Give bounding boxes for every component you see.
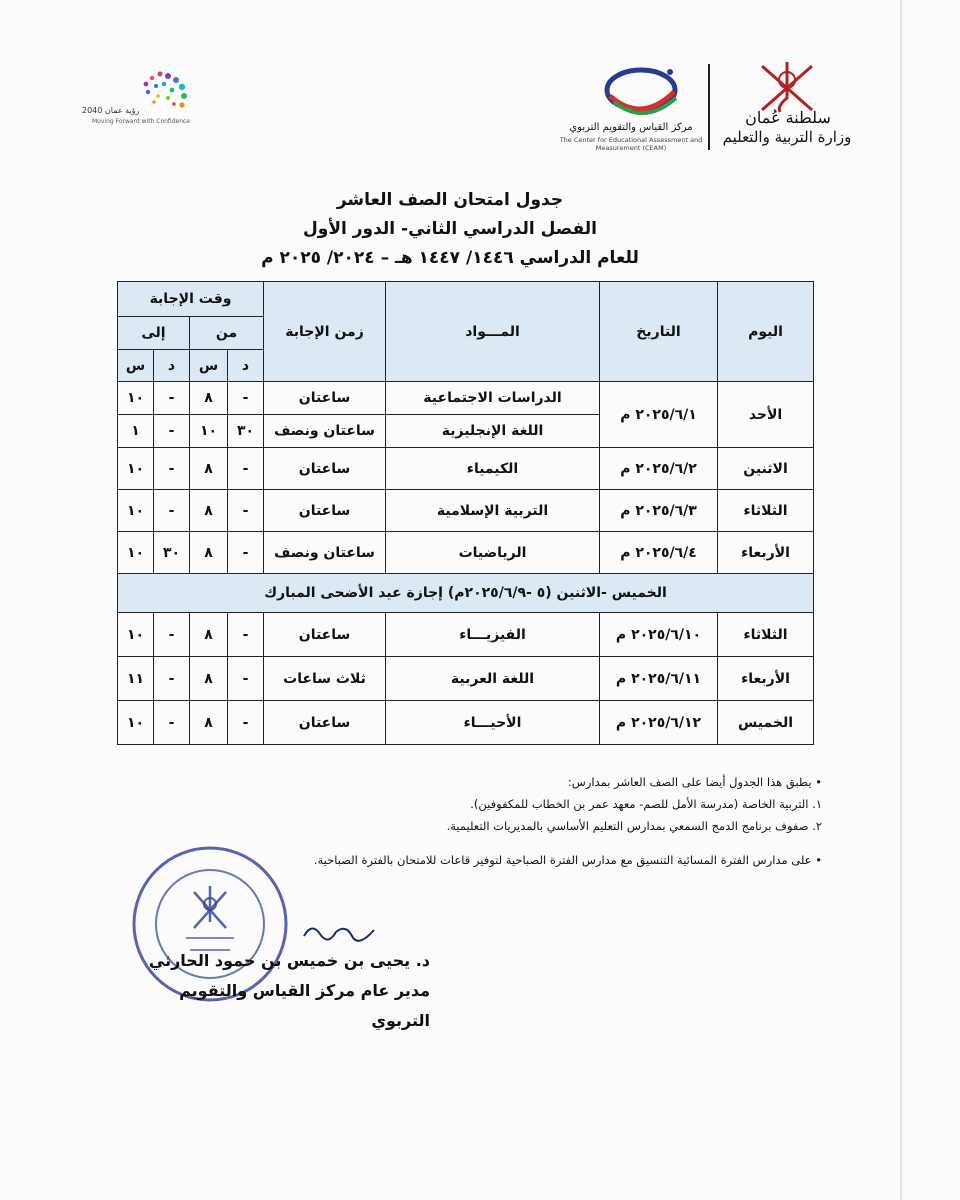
notes-section	[300, 771, 822, 871]
cell-from-min: -	[228, 613, 264, 657]
scan-edge	[900, 0, 902, 1200]
header-from: من	[190, 317, 264, 350]
cell-day: الأحد	[718, 382, 814, 448]
cell-to-hour: ١٠	[118, 382, 154, 415]
vision-logo-text: رؤية عمان 2040	[82, 106, 140, 115]
cell-duration: ساعتان ونصف	[264, 532, 386, 574]
title-line-3: للعام الدراسي ١٤٤٦/ ١٤٤٧ هـ – ٢٠٢٤/ ٢٠٢٥ م	[261, 248, 639, 268]
cell-day: الاثنين	[718, 448, 814, 490]
cell-from-min: ٣٠	[228, 415, 264, 448]
ministry-name-text: وزارة التربية والتعليم	[722, 128, 852, 146]
cell-to-min: -	[154, 490, 190, 532]
cell-from-hour: ٨	[190, 701, 228, 745]
cell-to-min: -	[154, 448, 190, 490]
header-to: إلى	[118, 317, 190, 350]
cell-subject: اللغة الإنجليزية	[386, 415, 600, 448]
table-row	[118, 490, 814, 532]
cell-from-min: -	[228, 382, 264, 415]
cell-date: ٢٠٢٥/٦/٢ م	[600, 448, 718, 490]
cell-to-hour: ١٠	[118, 701, 154, 745]
header-day: اليوم	[718, 282, 814, 382]
cell-from-min: -	[228, 448, 264, 490]
header-to-min: د	[154, 350, 190, 382]
cell-date: ٢٠٢٥/٦/١١ م	[600, 657, 718, 701]
cell-from-min: -	[228, 701, 264, 745]
cell-from-hour: ٨	[190, 613, 228, 657]
cell-from-hour: ٨	[190, 490, 228, 532]
cell-to-hour: ١٠	[118, 613, 154, 657]
cell-to-min: -	[154, 613, 190, 657]
cell-from-min: -	[228, 490, 264, 532]
header-subjects: المـــواد	[386, 282, 600, 382]
cell-date: ٢٠٢٥/٦/٣ م	[600, 490, 718, 532]
table-row	[118, 613, 814, 657]
cell-day: الأربعاء	[718, 657, 814, 701]
cell-subject: الكيمياء	[386, 448, 600, 490]
cell-day: الأربعاء	[718, 532, 814, 574]
cell-date: ٢٠٢٥/٦/٤ م	[600, 532, 718, 574]
oman-vision-2040-logo	[88, 60, 228, 140]
holiday-text: الخميس -الاثنين (٥ -٢٠٢٥/٦/٩م) إجازة عيد الأضحى المبارك	[118, 574, 814, 613]
cell-subject: الفيزيـــاء	[386, 613, 600, 657]
cell-day: الخميس	[718, 701, 814, 745]
cell-subject: اللغة العربية	[386, 657, 600, 701]
cell-duration: ساعتان	[264, 382, 386, 415]
note-line-3: ٢. صفوف برنامج الدمج السمعي بمدارس التعليم الأساسي بالمديريات التعليمية.	[446, 819, 822, 833]
header-duration: زمن الإجابة	[264, 282, 386, 382]
oman-sultanate-text: سلطنة عُمان	[745, 108, 831, 127]
holiday-row	[118, 574, 814, 613]
header-from-min: د	[228, 350, 264, 382]
center-name-en: The Center for Educational Assessment and Measurement (CEAM)	[559, 136, 703, 152]
table-row	[118, 701, 814, 745]
note-line-1: • يطبق هذا الجدول أيضا على الصف العاشر بمدارس:	[567, 775, 822, 789]
cell-from-hour: ٨	[190, 382, 228, 415]
title-line-1: جدول امتحان الصف العاشر	[336, 190, 564, 210]
header-date: التاريخ	[600, 282, 718, 382]
cell-date: ٢٠٢٥/٦/١٠ م	[600, 613, 718, 657]
header-answer-time: وقت الإجابة	[118, 282, 264, 317]
cell-from-min: -	[228, 532, 264, 574]
cell-duration: ساعتان	[264, 490, 386, 532]
note-line-4: • على مدارس الفترة المسائية التنسيق مع مدارس الفترة الصباحية لتوفير قاعات للامتحان بالفترة الصباحية.	[313, 853, 822, 867]
cell-subject: الدراسات الاجتماعية	[386, 382, 600, 415]
table-row	[118, 448, 814, 490]
cell-subject: الرياضيات	[386, 532, 600, 574]
schedule-titles	[230, 186, 670, 273]
exam-schedule-table	[117, 281, 814, 745]
header-divider	[708, 64, 710, 150]
center-name-ar: مركز القياس والتقويم التربوي	[569, 122, 693, 133]
cell-from-hour: ٨	[190, 532, 228, 574]
header-from-hour: س	[190, 350, 228, 382]
table-row	[118, 532, 814, 574]
cell-duration: ساعتان ونصف	[264, 415, 386, 448]
cell-to-min: -	[154, 701, 190, 745]
cell-to-min: -	[154, 382, 190, 415]
cell-to-hour: ١٠	[118, 532, 154, 574]
signatory-name: د. يحيى بن خميس بن حمود الحارثي	[148, 951, 430, 970]
cell-duration: ثلاث ساعات	[264, 657, 386, 701]
cell-from-hour: ١٠	[190, 415, 228, 448]
note-line-2: ١. التربية الخاصة (مدرسة الأمل للصم- معهد عمر بن الخطاب للمكفوفين).	[470, 797, 822, 811]
cell-day: الثلاثاء	[718, 490, 814, 532]
cell-day: الثلاثاء	[718, 613, 814, 657]
cell-to-hour: ١	[118, 415, 154, 448]
ceam-logo	[596, 62, 686, 118]
cell-from-hour: ٨	[190, 448, 228, 490]
cell-duration: ساعتان	[264, 613, 386, 657]
cell-to-hour: ١٠	[118, 490, 154, 532]
cell-date: ٢٠٢٥/٦/١٢ م	[600, 701, 718, 745]
cell-subject: الأحيـــاء	[386, 701, 600, 745]
cell-to-hour: ١١	[118, 657, 154, 701]
cell-subject: التربية الإسلامية	[386, 490, 600, 532]
signatory-title: مدير عام مركز القياس والتقويم التربوي	[179, 981, 430, 1030]
cell-to-min: -	[154, 415, 190, 448]
title-line-2: الفصل الدراسي الثاني- الدور الأول	[303, 219, 597, 239]
cell-to-hour: ١٠	[118, 448, 154, 490]
cell-date: ٢٠٢٥/٦/١ م	[600, 382, 718, 448]
cell-duration: ساعتان	[264, 701, 386, 745]
table-row	[118, 382, 814, 415]
signature-mark-icon	[300, 918, 380, 946]
header-to-hour: س	[118, 350, 154, 382]
cell-from-min: -	[228, 657, 264, 701]
cell-duration: ساعتان	[264, 448, 386, 490]
cell-to-min: -	[154, 657, 190, 701]
table-row	[118, 657, 814, 701]
signatory-block	[128, 946, 430, 1036]
vision-tagline: Moving Forward with Confidence	[92, 118, 190, 125]
cell-from-hour: ٨	[190, 657, 228, 701]
cell-to-min: ٣٠	[154, 532, 190, 574]
